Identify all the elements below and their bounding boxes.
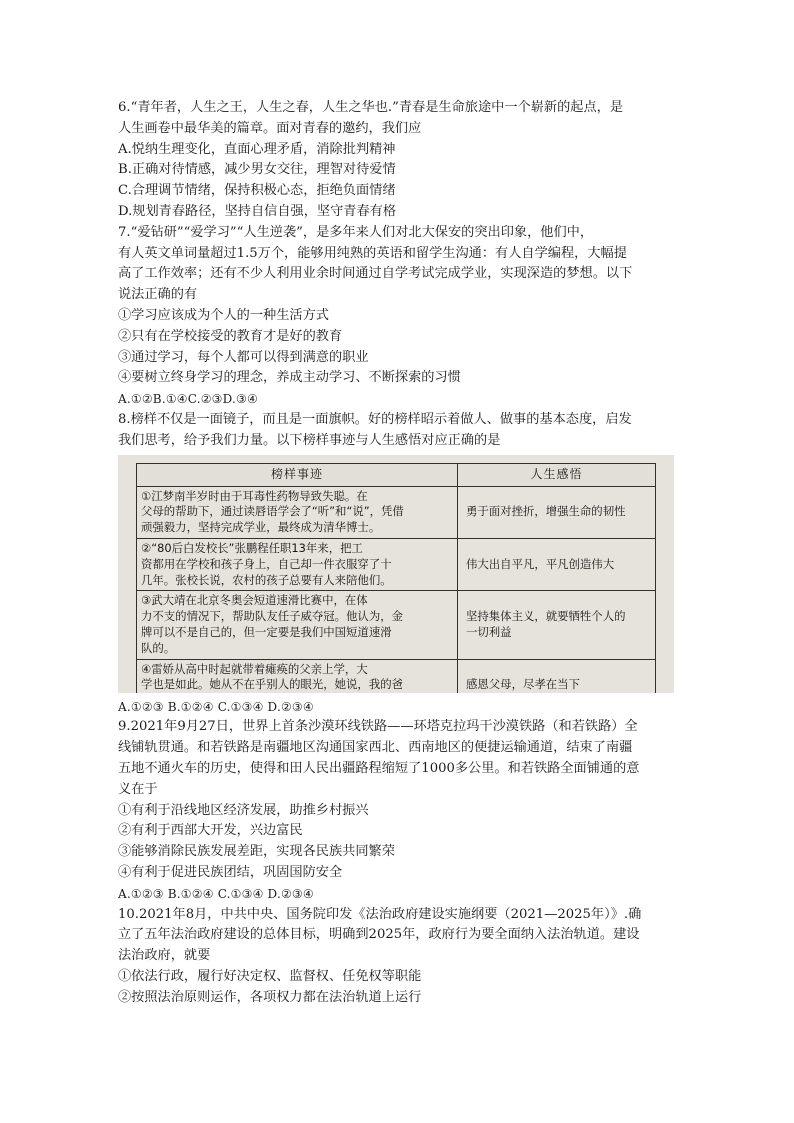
q10-item-1: ①依法行政，履行好决定权、监督权、任免权等职能: [118, 968, 422, 984]
q8-stem-line: 我们思考，给予我们力量。以下榜样事迹与人生感悟对应正确的是: [118, 432, 501, 448]
question-7: [118, 223, 678, 410]
table-row: [137, 486, 656, 538]
q10-stem-line: 法治政府，就要: [118, 948, 211, 964]
q6-stem-line: 人生画卷中最华美的篇章。面对青春的邀约，我们应: [118, 120, 422, 136]
q9-item-4: ④有利于促进民族团结，巩固国防安全: [118, 864, 343, 880]
deed-line: 力不支的情况下，帮助队友任子威夺冠。他认为，金: [141, 609, 403, 624]
deed-cell: [137, 486, 458, 538]
q9-stem-line: 线铺轨贯通。和若铁路是南疆地区沟通国家西北、西南地区的便捷运输通道，结束了南疆: [118, 740, 633, 756]
q10-item-2: ②按照法治原则运作，各项权力都在法治轨道上运行: [118, 989, 422, 1005]
feeling-cell: 勇于面对挫折，增强生命的韧性: [458, 486, 656, 538]
deed-line: 父母的帮助下，通过读唇语学会了“听”和“说”，凭借: [141, 504, 404, 519]
q6-option-c: C.合理调节情绪，保持积极心态，拒绝负面情绪: [118, 183, 396, 199]
feeling-cell: [458, 591, 656, 659]
q6-option-b: B.正确对待情感，减少男女交往，理智对待爱情: [118, 162, 396, 178]
table-header-deed: 榜样事迹: [137, 463, 458, 486]
q6-option-d: D.规划青春路径，坚持自信自强，坚守青春有格: [118, 203, 397, 219]
q9-stem-line: 义在于: [118, 781, 158, 797]
q9-item-2: ②有利于西部大开发，兴边富民: [118, 823, 303, 839]
deed-cell: [137, 659, 458, 693]
deed-line: ②“80后白发校长”张鹏程任职13年来，把工: [141, 540, 363, 555]
question-9: [118, 717, 678, 904]
q7-stem-line: 高了工作效率；还有不少人利用业余时间通过自学考试完成学业，实现深造的梦想。以下: [118, 266, 633, 282]
table-row: [137, 659, 656, 693]
q8-stem-line: 8.榜样不仅是一面镜子，而且是一面旗帜。好的榜样昭示着做人、做事的基本态度，启发: [118, 411, 632, 427]
q6-option-a: A.悦纳生理变化，直面心理矛盾，消除批判精神: [118, 141, 396, 157]
deed-line: ④雷娇从高中时起就带着瘫痪的父亲上学，大: [141, 661, 368, 676]
table-row: [137, 538, 656, 590]
q10-stem-line: 立了五年法治政府建设的总体目标，明确到2025年，政府行为要全面纳入法治轨道。建设: [118, 927, 640, 943]
q9-answers: A.①②③ B.①②④ C.①③④ D.②③④: [118, 886, 314, 901]
q7-stem-line: 说法正确的有: [118, 287, 198, 303]
q10-stem-line: 10.2021年8月，中共中央、国务院印发《法治政府建设实施纲要（2021—2025年）》.确: [118, 906, 642, 922]
q7-answers: A.①②B.①④C.②③D.③④: [118, 392, 258, 407]
q7-item-4: ④要树立终身学习的理念，养成主动学习、不断探索的习惯: [118, 370, 461, 386]
q7-item-3: ③通过学习，每个人都可以得到满意的职业: [118, 349, 369, 365]
deed-line: 学也是如此。她从不在乎别人的眼光，她说，我的爸: [141, 677, 403, 692]
deed-cell: [137, 538, 458, 590]
deed-line: 牌可以不是自己的，但一定要是我们中国短道速滑: [141, 624, 392, 639]
table-header-row: [137, 463, 656, 486]
q9-item-3: ③能够消除民族发展差距，实现各民族共同繁荣: [118, 844, 395, 860]
deed-line: 队的。: [141, 640, 176, 655]
feeling-cell: 伟大出自平凡，平凡创造伟大: [458, 538, 656, 590]
q7-item-2: ②只有在学校接受的教育才是好的教育: [118, 328, 343, 344]
deed-line: 资都用在学校和孩子身上，自己却一件衣服穿了十: [141, 556, 392, 571]
q9-stem-line: 9.2021年9月27日，世界上首条沙漠环线铁路——环塔克拉玛干沙漠铁路（和若铁路）全: [118, 719, 638, 735]
table-header-feeling: 人生感悟: [458, 463, 656, 486]
exam-page: [118, 98, 678, 1009]
role-model-table: [136, 463, 656, 693]
q6-stem-line: 6.“青年者，人生之王，人生之春，人生之华也.”青春是生命旅途中一个崭新的起点，是: [118, 100, 624, 115]
q9-item-1: ①有利于沿线地区经济发展，助推乡村振兴: [118, 802, 369, 818]
table-row: [137, 591, 656, 659]
deed-line: ①江梦南半岁时由于耳毒性药物导致失聪。在: [141, 488, 368, 503]
q8-answers: A.①②③ B.①②④ C.①③④ D.②③④: [118, 699, 314, 714]
deed-line: ③武大靖在北京冬奥会短道速滑比赛中，在体: [141, 593, 368, 608]
question-6: [118, 98, 678, 223]
q9-stem-line: 五地不通火车的历史，使得和田人民出疆路程缩短了1000多公里。和若铁路全面铺通的意: [118, 760, 640, 776]
q7-stem-line: 有人英文单词量超过1.5万个，能够用纯熟的英语和留学生沟通：有人自学编程，大幅提: [118, 245, 627, 261]
question-10: [118, 905, 678, 1009]
q7-stem-line: 7.“爱钻研”“爱学习”“人生逆袭”，是多年来人们对北大保安的突出印象，他们中，: [118, 224, 594, 240]
feeling-cell: 感恩父母，尽孝在当下: [458, 659, 656, 693]
question-8: [118, 410, 678, 717]
feeling-line: 一切利益: [466, 624, 512, 639]
q7-item-1: ①学习应该成为个人的一种生活方式: [118, 307, 329, 323]
deed-cell: [137, 591, 458, 659]
role-model-table-photo: [118, 455, 674, 693]
deed-line: 几年。张校长说，农村的孩子总要有人来陪他们。: [141, 572, 392, 587]
feeling-line: 坚持集体主义，就要牺牲个人的: [466, 609, 626, 624]
deed-line: 顽强毅力，坚持完成学业，最终成为清华博士。: [141, 520, 381, 535]
